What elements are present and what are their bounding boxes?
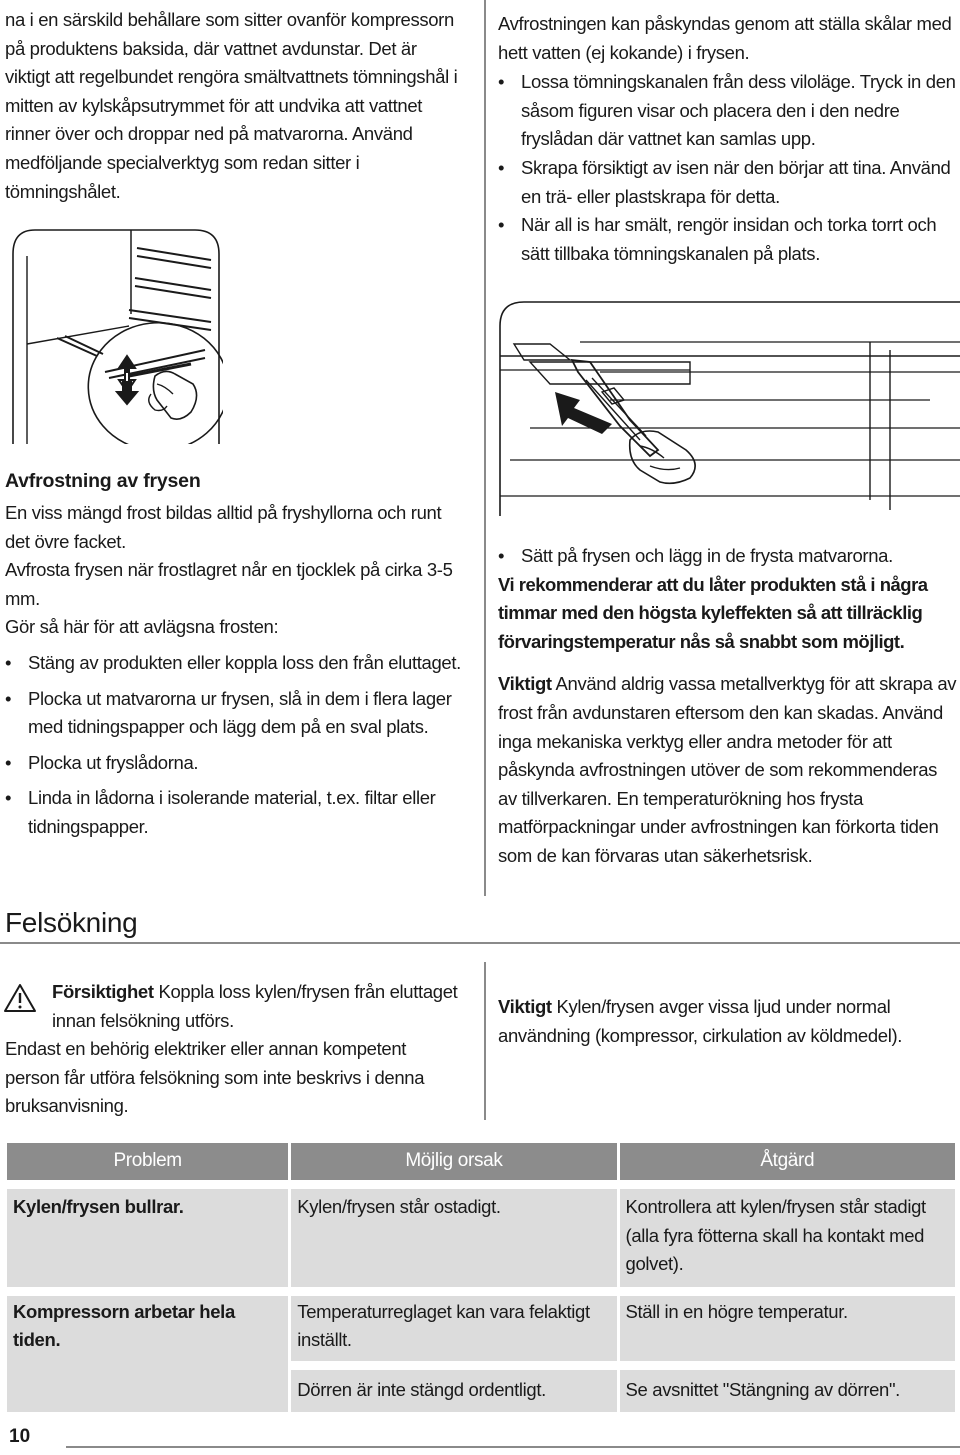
problem-cell: Kompressorn arbetar hela tiden.	[7, 1296, 288, 1412]
section-rule	[0, 942, 960, 944]
defrost-speedup-paragraph: Avfrostningen kan påskyndas genom att ställa skålar med hett vatten (ej kokande) i frysen.	[498, 13, 952, 63]
troubleshooting-heading: Felsökning	[5, 907, 138, 938]
left-top-text-block	[5, 6, 463, 206]
refill-step-list	[498, 542, 958, 571]
column-divider-bottom	[484, 962, 486, 1120]
caution-label: Försiktighet	[52, 981, 154, 1002]
page-number: 10	[9, 1426, 31, 1447]
caution-block	[52, 978, 462, 1035]
column-header-cause: Möjlig orsak	[291, 1143, 616, 1180]
column-header-problem: Problem	[7, 1143, 288, 1180]
defrost-paragraph-1: En viss mängd frost bildas alltid på fryshyllorna och runt det övre facket.	[5, 502, 442, 552]
action-cell: Kontrollera att kylen/frysen står stadigt (alla fyra fötterna skall ha kontakt med golvet).	[620, 1189, 955, 1287]
caution-text: Koppla loss kylen/frysen från eluttaget innan felsökning utförs.	[52, 981, 458, 1031]
table-row	[7, 1296, 955, 1361]
warning-triangle-icon	[3, 983, 37, 1013]
cause-cell: Temperaturreglaget kan vara felaktigt inställt.	[291, 1296, 616, 1361]
caution-paragraph	[52, 978, 462, 1035]
electrician-note-block	[5, 1035, 463, 1121]
right-middle-text-block	[498, 542, 958, 871]
table-row	[7, 1189, 955, 1287]
list-item: • Plocka ut matvarorna ur frysen, slå in dem i flera lager med tidningspapper och lägg dem på en sval plats.	[5, 685, 463, 742]
noise-note-paragraph	[498, 993, 958, 1050]
list-item: • Sätt på frysen och lägg in de frysta matvarorna.	[498, 542, 958, 571]
list-item: • Skrapa försiktigt av isen när den börjar att tina. Använd en trä- eller plastskrapa för detta.	[498, 154, 958, 211]
defrost-paragraph-3: Gör så här för att avlägsna frosten:	[5, 616, 279, 638]
table-spacer	[7, 1287, 955, 1296]
important-text: Kylen/frysen avger vissa ljud under normal användning (kompressor, cirkulation av köldmedel).	[498, 996, 903, 1046]
list-item: • Stäng av produkten eller koppla loss den från eluttaget.	[5, 649, 463, 678]
important-label: Viktigt	[498, 673, 552, 695]
drain-hole-paragraph: na i en särskild behållare som sitter ovanför kompressorn på produktens baksida, där vattnet avdunstar. Det är viktigt att regelbundet rengöra smältvattnets tömningshål i mitten av kylskåpsutrymmet för att undvika att vattnet rinner över och droppar ned på matvarorna. Använd medföljande specialverktyg som redan sitter i tömningshålet.	[5, 9, 458, 202]
list-item: • När all is har smält, rengör insidan och torka torrt och sätt tillbaka tömningskanalen på plats.	[498, 211, 958, 268]
defrost-heading: Avfrostning av frysen	[5, 470, 201, 492]
list-item: • Lossa tömningskanalen från dess viloläge. Tryck in den såsom figuren visar och placera den i den nedre fryslådan där vattnet kan samlas upp.	[498, 68, 958, 154]
cause-cell: Dörren är inte stängd ordentligt.	[291, 1370, 616, 1412]
drain-channel-illustration	[490, 300, 960, 516]
list-item: • Linda in lådorna i isolerande material, t.ex. filtar eller tidningspapper.	[5, 784, 463, 841]
action-cell: Ställ in en högre temperatur.	[620, 1296, 955, 1361]
defrost-steps-list	[498, 68, 958, 268]
drain-hole-cleaning-illustration	[5, 226, 223, 444]
column-header-action: Åtgärd	[620, 1143, 955, 1180]
important-note-paragraph	[498, 670, 958, 870]
defrost-freezer-section	[5, 466, 463, 842]
defrost-freezer-steps	[5, 649, 463, 842]
troubleshooting-table	[4, 1143, 958, 1412]
problem-cell: Kylen/frysen bullrar.	[7, 1189, 288, 1287]
noise-note-block	[498, 993, 958, 1050]
right-top-text-block	[498, 10, 958, 268]
list-item: • Plocka ut fryslådorna.	[5, 749, 463, 778]
action-cell: Se avsnittet "Stängning av dörren".	[620, 1370, 955, 1412]
recommendation-paragraph: Vi rekommenderar att du låter produkten stå i några timmar med den högsta kyleffekten så att tillräcklig förvaringstemperatur nås så snabbt som möjligt.	[498, 573, 928, 652]
important-label: Viktigt	[498, 996, 552, 1017]
table-spacer	[7, 1180, 955, 1189]
footer-rule	[66, 1446, 960, 1448]
table-header-row	[7, 1143, 955, 1180]
defrost-paragraph-2: Avfrosta frysen när frostlagret når en tjocklek på cirka 3-5 mm.	[5, 559, 453, 609]
cause-cell: Kylen/frysen står ostadigt.	[291, 1189, 616, 1287]
column-divider-top	[484, 0, 486, 896]
important-text: Använd aldrig vassa metallverktyg för att skrapa av frost från avdunstaren eftersom den kan skadas. Använd inga mekaniska verktyg eller andra metoder för att påskynda avfrostningen utöver de som rekommenderas av tillverkaren. En temperaturökning hos frysta matförpackningar under avfrostningen kan förkorta tiden som de kan förvaras utan säkerhetsrisk.	[498, 673, 957, 866]
electrician-note: Endast en behörig elektriker eller annan kompetent person får utföra felsökning som inte beskrivs i denna bruksanvisning.	[5, 1038, 425, 1117]
